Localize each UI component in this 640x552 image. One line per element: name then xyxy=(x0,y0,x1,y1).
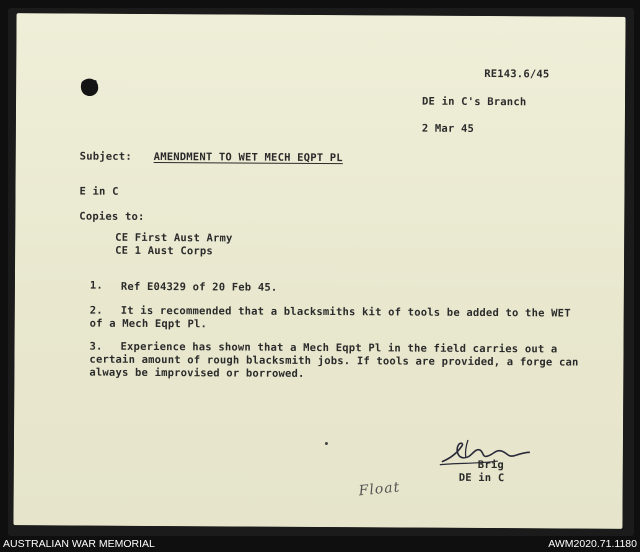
document-page xyxy=(13,13,625,529)
paragraph-number: 2. xyxy=(89,304,103,317)
ink-mark xyxy=(325,442,328,445)
branch-name: DE in C's Branch xyxy=(421,95,527,109)
addressee: E in C xyxy=(79,185,119,198)
footer-accession-number: AWM2020.71.1180 xyxy=(548,538,637,550)
document-reference: RE143.6/45 xyxy=(484,68,550,81)
paragraph-text: Experience has shown that a Mech Eqpt Pl in the field carries out a certain amount of rough blacksmith jobs. If tools are provided, a forge can always be improvised or borrowed. xyxy=(89,340,579,380)
handwritten-note: Float xyxy=(357,479,401,500)
copies-label: Copies to: xyxy=(79,210,145,223)
footer-bar xyxy=(0,537,640,552)
subject-label: Subject: xyxy=(79,150,132,163)
signatory-title: DE in C xyxy=(458,471,505,485)
document-date: 2 Mar 45 xyxy=(421,122,475,135)
footer-institution: AUSTRALIAN WAR MEMORIAL xyxy=(3,538,155,550)
ink-blot xyxy=(79,77,101,99)
copy-recipient: CE First Aust Army xyxy=(115,231,233,245)
paragraph-number: 3. xyxy=(89,340,103,353)
signatory-rank: Brig xyxy=(477,458,504,472)
paragraph-text: Ref E04329 of 20 Feb 45. xyxy=(120,280,278,294)
copy-recipient: CE 1 Aust Corps xyxy=(115,244,213,258)
paragraph-text: It is recommended that a blacksmiths kit of tools be added to the WET of a Mech Eqpt Pl. xyxy=(89,304,571,331)
paragraph-number: 1. xyxy=(89,279,103,292)
subject-value: AMENDMENT TO WET MECH EQPT PL xyxy=(153,150,343,165)
